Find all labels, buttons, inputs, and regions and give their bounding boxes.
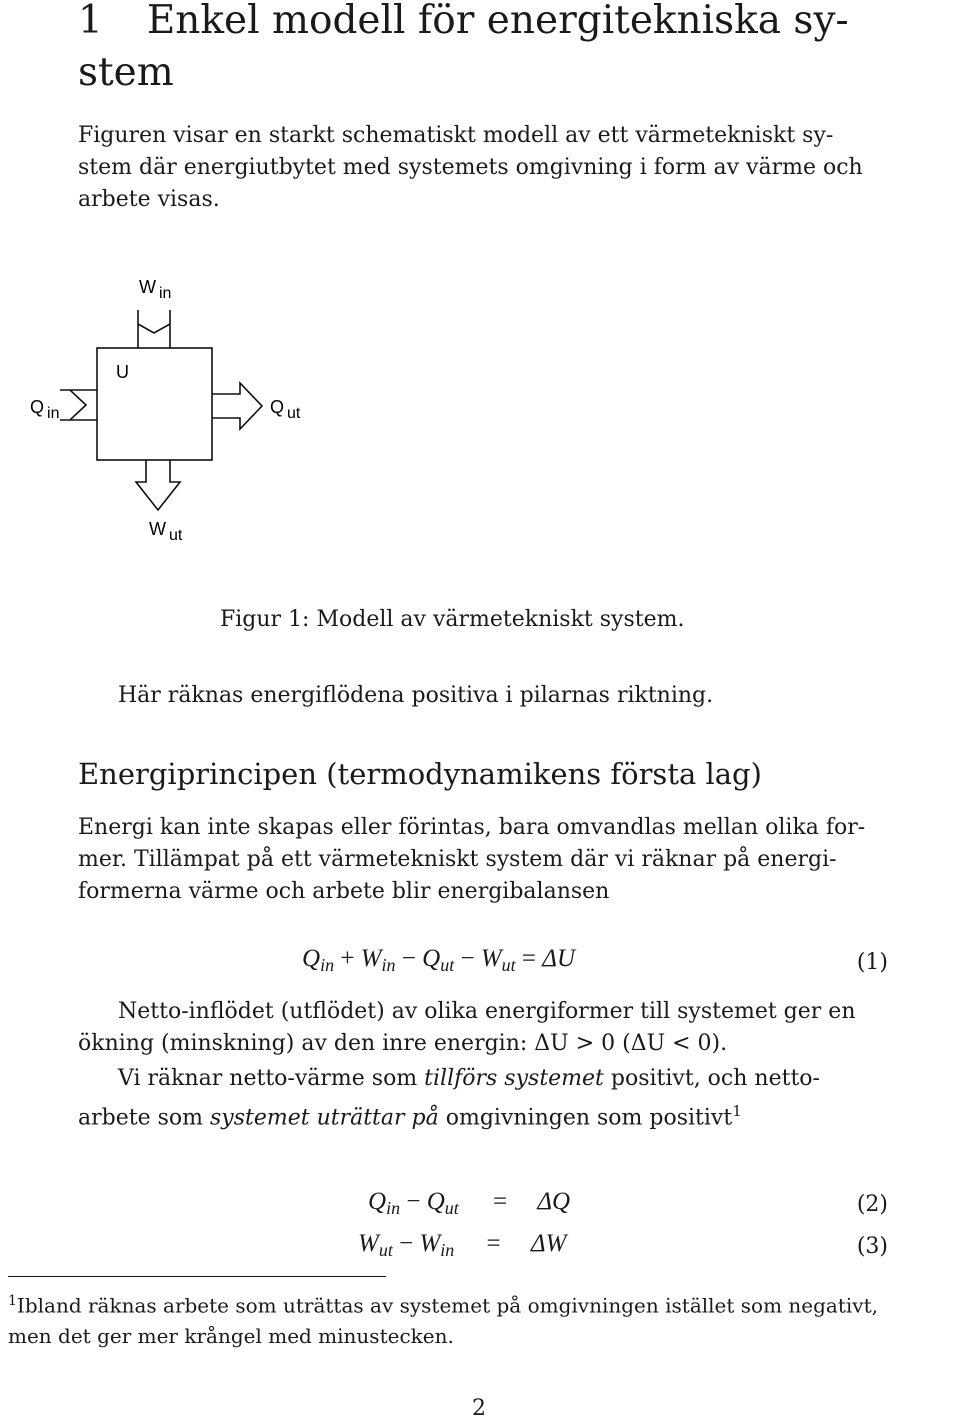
equation-2: $Q_{in} - Q_{ut} = \Delta Q$ — [368, 1188, 571, 1218]
footnote — [8, 1286, 958, 1351]
equation-1: $Q_{in} + W_{in} - Q_{ut} - W_{ut} = \Delta U$ — [302, 945, 576, 975]
section-title-line1: Enkel modell för energitekniska sy- — [146, 0, 849, 43]
intro-line: Figuren visar en starkt schematiskt modell av ett värmetekniskt sy- — [78, 123, 834, 148]
paragraph-energy-principle — [78, 812, 890, 908]
section-title-line2: stem — [78, 50, 174, 95]
w-ut-arrow — [136, 460, 180, 510]
intro-line: stem där energiutbytet med systemets omgivning i form av värme och — [78, 155, 863, 180]
page-number: 2 — [472, 1396, 486, 1421]
equation-2-number: (2) — [856, 1192, 888, 1217]
q-in-arrow — [60, 390, 97, 420]
equation-1-number: (1) — [856, 950, 888, 975]
footnote-line: men det ger mer krångel med minustecken. — [8, 1323, 454, 1348]
footnote-rule — [8, 1276, 386, 1277]
intro-line: arbete visas. — [78, 187, 220, 212]
label-u: U — [116, 362, 129, 382]
section-title — [78, 0, 849, 47]
footnote-line: $^1$Ibland räknas arbete som uträttas av systemet på omgivningen istället som negativt, — [8, 1293, 878, 1318]
paragraph-net-inflow — [78, 996, 890, 1060]
system-box — [97, 348, 212, 460]
label-q-in: Q in — [30, 397, 60, 422]
footnote-mark: 1 — [732, 1102, 742, 1120]
para-line: Energi kan inte skapas eller förintas, bara omvandlas mellan olika for- — [78, 815, 866, 840]
system-diagram — [0, 270, 960, 570]
figure-caption: Figur 1: Modell av värmetekniskt system. — [220, 607, 685, 632]
w-in-arrow — [138, 310, 170, 348]
para-line: mer. Tillämpat på ett värmetekniskt system där vi räknar på energi- — [78, 847, 837, 872]
label-w-in: W in — [139, 277, 172, 302]
q-ut-arrow — [212, 383, 262, 429]
section-number: 1 — [78, 0, 103, 43]
subsection-title: Energiprincipen (termodynamikens första lag) — [78, 757, 762, 791]
intro-paragraph — [78, 120, 890, 216]
equation-3: $W_{ut} - W_{in} = \Delta W$ — [358, 1230, 567, 1260]
paragraph-sign-convention — [78, 1063, 890, 1134]
label-w-ut: W ut — [149, 519, 183, 544]
flow-note: Här räknas energiflödena positiva i pilarnas riktning. — [118, 683, 714, 708]
label-q-ut: Q ut — [270, 397, 301, 422]
equation-3-number: (3) — [856, 1234, 888, 1259]
para-line: arbete som systemet uträttar på omgivningen som positivt$^1$ — [78, 1102, 742, 1131]
para-line: Netto-inflödet (utflödet) av olika energiformer till systemet ger en — [118, 999, 856, 1024]
para-line: formerna värme och arbete blir energibalansen — [78, 879, 610, 904]
para-line: ökning (minskning) av den inre energin: ΔU > 0 (ΔU < 0). — [78, 1031, 728, 1056]
para-line: Vi räknar netto-värme som tillförs systemet positivt, och netto- — [118, 1066, 820, 1091]
